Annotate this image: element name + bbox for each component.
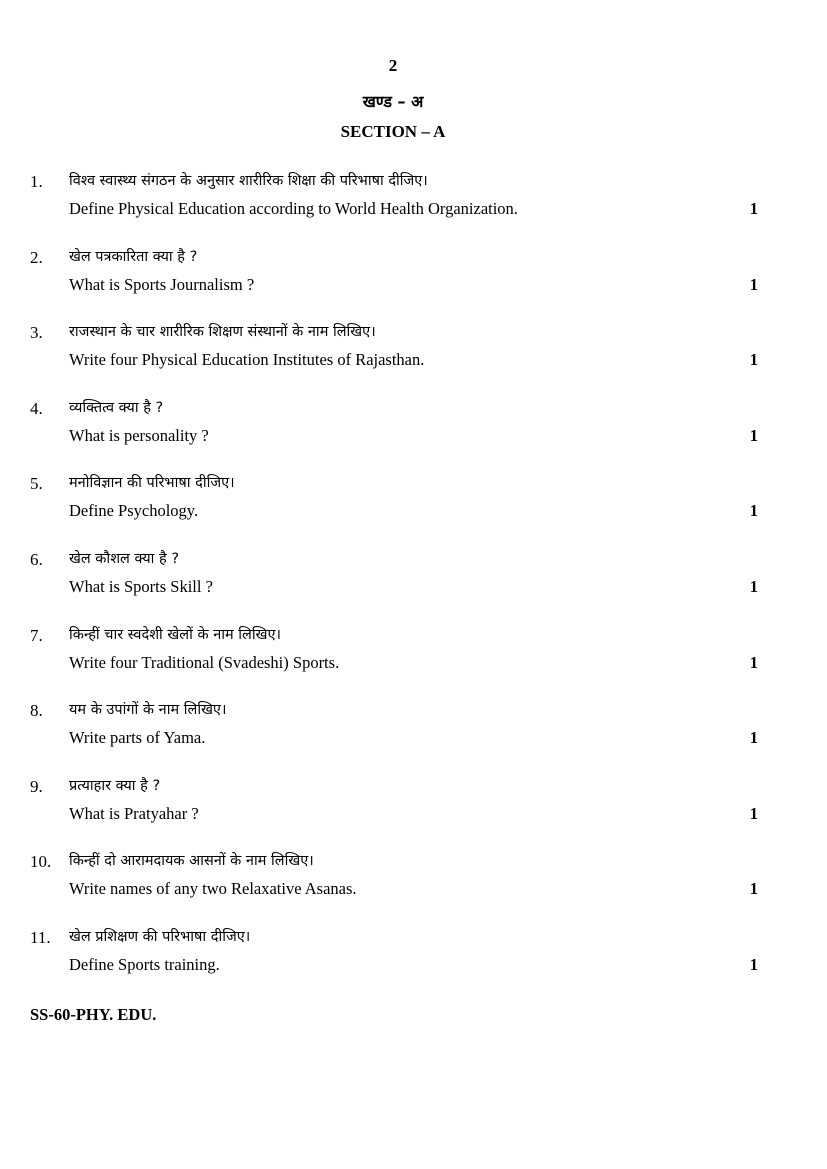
question-marks: 1: [749, 803, 758, 823]
question-number: 4.: [30, 398, 43, 418]
question-text-english: What is personality ?: [69, 425, 209, 445]
question-3: [0, 321, 827, 397]
question-text-hindi: प्रत्याहार क्या है ?: [69, 777, 161, 794]
question-marks: 1: [749, 879, 758, 899]
question-number: 11.: [30, 927, 51, 947]
question-number: 3.: [30, 323, 43, 343]
question-text-english: Write four Traditional (Svadeshi) Sports.: [69, 652, 340, 672]
question-number: 9.: [30, 776, 43, 796]
question-text-english: What is Sports Skill ?: [69, 576, 213, 596]
question-10: [0, 850, 827, 926]
question-text-english: What is Sports Journalism ?: [69, 274, 255, 294]
question-5: [0, 472, 827, 548]
question-text-hindi: विश्व स्वास्थ्य संगठन के अनुसार शारीरिक शिक्षा की परिभाषा दीजिए।: [69, 173, 428, 189]
question-text-english: What is Pratyahar ?: [69, 803, 199, 823]
question-marks: 1: [749, 652, 758, 672]
question-2: [0, 246, 827, 322]
question-7: [0, 624, 827, 700]
question-text-hindi: व्यक्तित्व क्या है ?: [69, 399, 164, 416]
question-list: [0, 170, 827, 1002]
question-number: 6.: [30, 549, 43, 569]
question-text-english: Define Physical Education according to World Health Organization.: [69, 199, 518, 218]
question-9: [0, 775, 827, 851]
question-text-hindi: राजस्थान के चार शारीरिक शिक्षण संस्थानों के नाम लिखिए।: [69, 324, 376, 341]
question-text-english: Write names of any two Relaxative Asanas.: [69, 879, 357, 899]
question-1: [0, 170, 827, 246]
question-text-hindi: किन्हीं दो आरामदायक आसनों के नाम लिखिए।: [69, 853, 314, 870]
question-marks: 1: [749, 954, 758, 974]
question-text-hindi: खेल प्रशिक्षण की परिभाषा दीजिए।: [69, 928, 251, 945]
question-text-hindi: किन्हीं चार स्वदेशी खेलों के नाम लिखिए।: [69, 626, 282, 643]
question-number: 10.: [30, 852, 52, 872]
question-text-hindi: मनोविज्ञान की परिभाषा दीजिए।: [69, 475, 235, 492]
question-text-english: Define Psychology.: [69, 501, 199, 521]
section-title-english: SECTION – A: [340, 122, 446, 141]
question-6: [0, 548, 827, 624]
question-text-english: Define Sports training.: [69, 954, 220, 974]
question-marks: 1: [749, 199, 758, 218]
section-title-hindi: खण्ड – अ: [362, 92, 424, 111]
question-marks: 1: [749, 274, 758, 294]
question-4: [0, 397, 827, 473]
question-number: 8.: [30, 701, 43, 721]
page-number: 2: [388, 56, 398, 75]
question-marks: 1: [749, 576, 758, 596]
question-11: [0, 926, 827, 1002]
question-number: 7.: [30, 625, 43, 645]
question-marks: 1: [749, 728, 758, 748]
question-marks: 1: [749, 501, 758, 521]
question-number: 2.: [30, 247, 43, 267]
question-text-hindi: यम के उपांगों के नाम लिखिए।: [69, 702, 227, 719]
paper-code: SS-60-PHY. EDU.: [30, 1005, 157, 1024]
question-marks: 1: [749, 350, 758, 370]
question-number: 1.: [30, 172, 43, 191]
question-text-hindi: खेल कौशल क्या है ?: [69, 550, 180, 567]
question-text-english: Write parts of Yama.: [69, 728, 206, 748]
question-8: [0, 699, 827, 775]
question-text-english: Write four Physical Education Institutes of Rajasthan.: [69, 350, 425, 370]
question-text-hindi: खेल पत्रकारिता क्या है ?: [69, 248, 198, 265]
question-marks: 1: [749, 425, 758, 445]
question-number: 5.: [30, 474, 43, 494]
